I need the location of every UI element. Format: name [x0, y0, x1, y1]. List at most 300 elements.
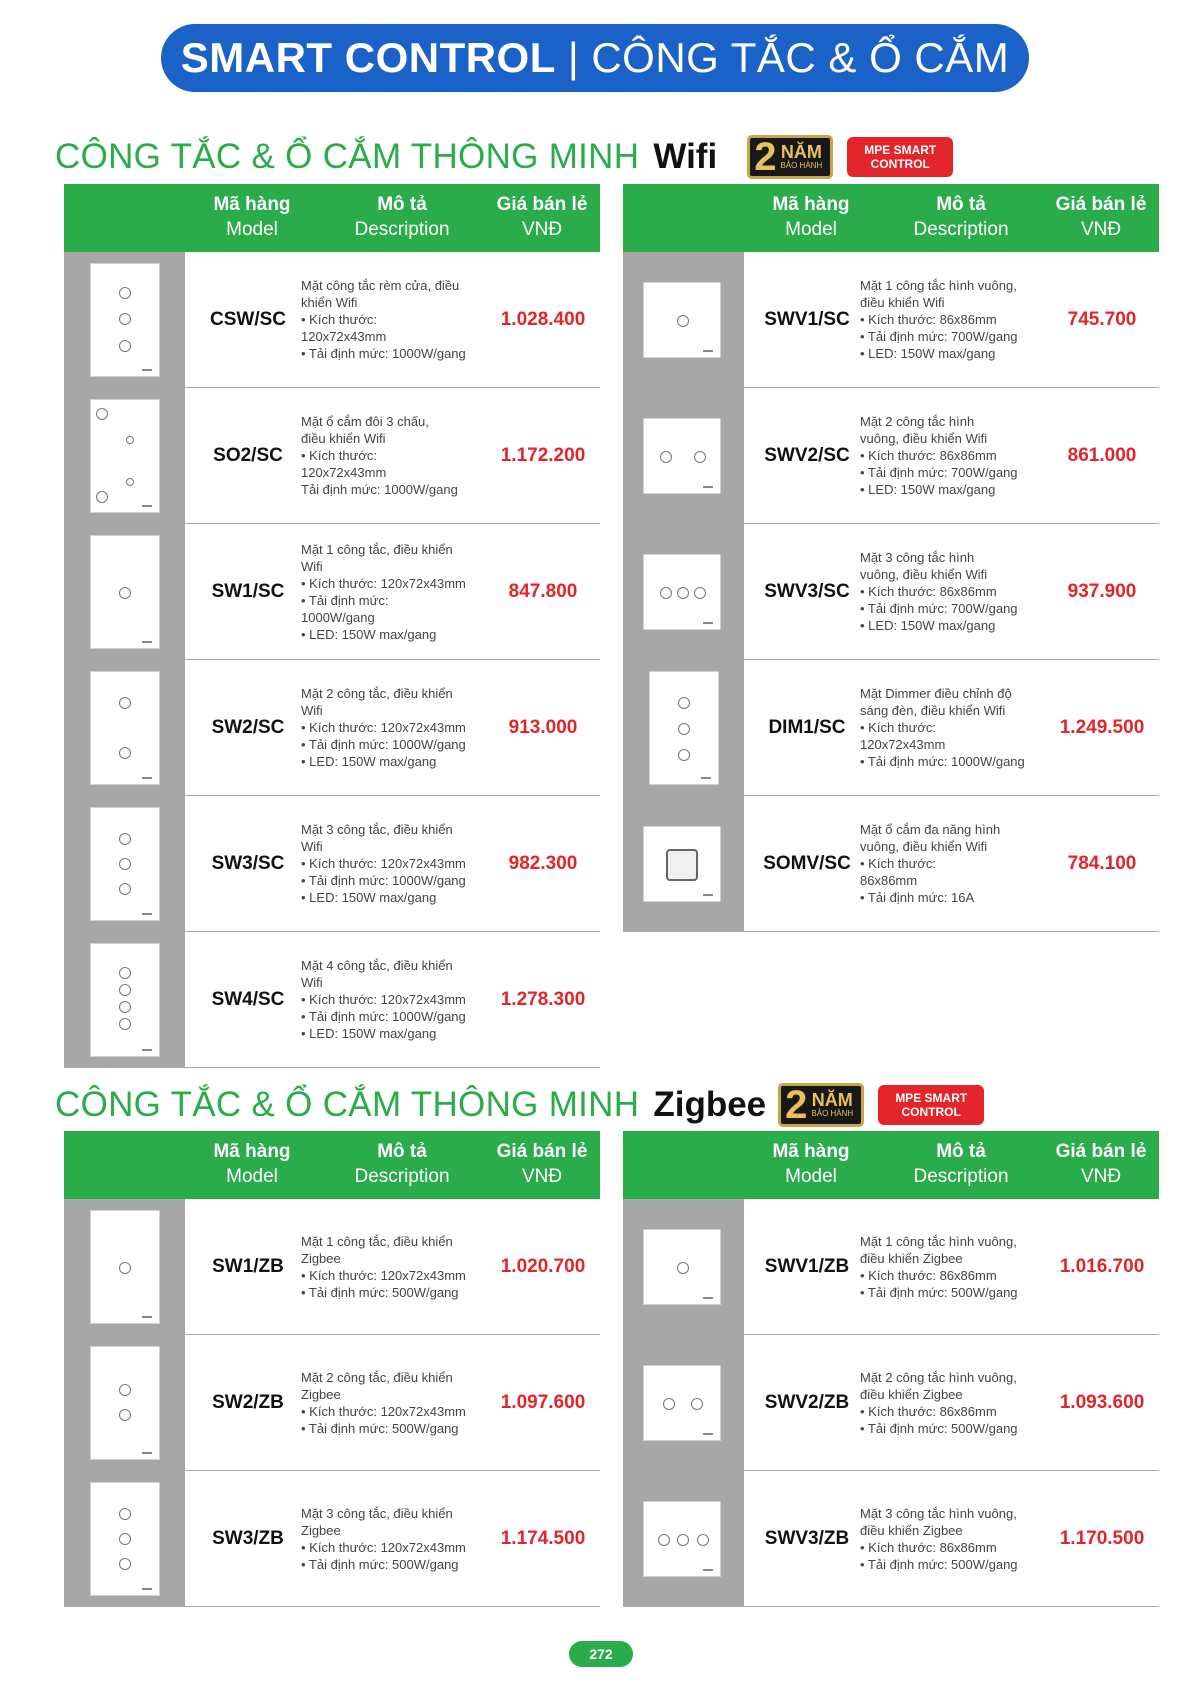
column-model-en: Model: [785, 1166, 837, 1187]
mpe-badge-line2: CONTROL: [901, 1105, 961, 1119]
touch-button-icon: [119, 1409, 131, 1421]
description-line: Mặt 2 công tắc, điều khiển: [301, 686, 453, 701]
description-line: • LED: 150W max/gang: [301, 754, 437, 769]
description-line: Mặt 1 công tắc, điều khiển: [301, 1233, 453, 1249]
product-description: [301, 252, 491, 387]
warranty-badge: [747, 135, 833, 179]
touch-button-icon: [663, 1398, 675, 1410]
product-code: SWV1/SC: [764, 308, 850, 330]
column-price-vi: Giá bán lẻ: [1055, 1141, 1147, 1162]
touch-button-icon: [119, 1508, 131, 1520]
description-line: • Tải định mức: 1000W/gang: [860, 754, 1025, 769]
description-line: • Kích thước: 120x72x43mm: [301, 856, 466, 871]
brand-logo: [142, 1316, 152, 1318]
touch-button-icon: [678, 749, 690, 761]
description-line: điều khiển Zigbee: [860, 1250, 963, 1266]
switch-plate: [643, 1501, 721, 1577]
description-line: Wifi: [301, 839, 323, 854]
product-price: 937.900: [1067, 580, 1137, 602]
touch-button-icon: [119, 1384, 131, 1396]
touch-button-icon: [677, 315, 689, 327]
description-line: Mặt 1 công tắc hình vuông,: [860, 278, 1017, 293]
warranty-years: 2: [754, 135, 777, 179]
switch-plate: [90, 535, 160, 649]
table-row: [623, 660, 1159, 796]
socket-outlet-icon: [126, 436, 134, 444]
description-line: 120x72x43mm: [301, 329, 387, 344]
column-model-vi: Mã hàng: [213, 1141, 291, 1162]
product-description: [301, 1335, 491, 1470]
description-line: Mặt 2 công tắc hình: [860, 414, 975, 429]
description-line: • Kích thước:: [301, 448, 377, 463]
product-code: CSW/SC: [210, 308, 286, 330]
product-price: 1.278.300: [500, 988, 586, 1010]
product-code: SWV3/SC: [764, 580, 850, 602]
brand-logo: [703, 350, 713, 352]
product-code: SO2/SC: [213, 444, 283, 466]
table-row: [623, 1335, 1159, 1471]
table-row: [64, 1199, 600, 1335]
product-description: [860, 524, 1050, 659]
description-line: • Tải định mức: 500W/gang: [860, 1284, 1018, 1300]
product-image: [64, 660, 185, 795]
touch-button-icon: [694, 587, 706, 599]
section-title-wifi: [55, 132, 953, 182]
table-row: [64, 252, 600, 388]
wifi-table-left: [64, 184, 600, 1068]
description-line: Zigbee: [301, 1522, 341, 1538]
description-line: Wifi: [301, 975, 323, 990]
product-description: [860, 796, 1050, 931]
touch-button-icon: [694, 451, 706, 463]
description-line: • Kích thước: 120x72x43mm: [301, 1539, 466, 1555]
description-line: vuông, điều khiển Wifi: [860, 839, 988, 854]
product-code: SWV1/ZB: [764, 1255, 850, 1277]
description-line: Tải định mức: 1000W/gang: [301, 482, 458, 497]
description-line: Mặt 1 công tắc hình vuông,: [860, 1233, 1017, 1249]
touch-button-icon: [119, 984, 131, 996]
description-line: vuông, điều khiển Wifi: [860, 567, 988, 582]
switch-plate: [643, 554, 721, 630]
column-description: [881, 1139, 1041, 1189]
switch-plate: [90, 399, 160, 513]
product-price: 861.000: [1067, 444, 1137, 466]
column-price: [1043, 192, 1159, 242]
zigbee-table-right: [623, 1131, 1159, 1607]
column-model: [751, 192, 871, 242]
product-description: [860, 388, 1050, 523]
product-description: [301, 1471, 491, 1606]
column-price-en: VNĐ: [1080, 219, 1122, 240]
brand-logo: [703, 894, 713, 896]
column-description-vi: Mô tả: [377, 1141, 427, 1162]
table-header: [623, 184, 1159, 252]
page-number: 272: [569, 1641, 633, 1667]
description-line: Wifi: [301, 558, 323, 574]
touch-button-icon: [119, 1001, 131, 1013]
description-line: Zigbee: [301, 1250, 341, 1266]
column-model-vi: Mã hàng: [772, 1141, 850, 1162]
product-image: [623, 252, 744, 387]
description-line: • Tải định mức: 700W/gang: [860, 465, 1018, 480]
section-tech-label: Zigbee: [653, 1085, 767, 1124]
brand-logo: [142, 1452, 152, 1454]
socket-outlet-icon: [666, 849, 698, 881]
description-line: • Kích thước: 86x86mm: [860, 312, 997, 327]
description-line: điều khiển Zigbee: [860, 1386, 963, 1402]
product-price: 1.249.500: [1059, 716, 1145, 738]
warranty-line1: NĂM: [780, 142, 822, 162]
socket-hole-icon: [96, 408, 108, 420]
product-price: 982.300: [508, 852, 578, 874]
column-price-en: VNĐ: [1080, 1166, 1122, 1187]
switch-plate: [90, 943, 160, 1057]
description-line: • Kích thước: 120x72x43mm: [301, 992, 466, 1007]
product-description: [301, 932, 491, 1067]
description-line: Mặt 3 công tắc, điều khiển: [301, 1505, 453, 1521]
description-line: • Tải định mức:: [301, 592, 389, 608]
description-line: Mặt 3 công tắc hình vuông,: [860, 1505, 1017, 1521]
product-price: 1.016.700: [1059, 1255, 1145, 1277]
table-row: [623, 388, 1159, 524]
column-model-vi: Mã hàng: [213, 194, 291, 215]
column-model: [751, 1139, 871, 1189]
mpe-badge-line2: CONTROL: [870, 157, 930, 171]
product-image: [64, 524, 185, 659]
brand-logo: [142, 1049, 152, 1051]
product-image: [623, 1471, 744, 1606]
touch-button-icon: [660, 587, 672, 599]
column-description-vi: Mô tả: [936, 194, 986, 215]
description-line: • Kích thước:: [301, 312, 377, 327]
description-line: điều khiển Wifi: [301, 431, 386, 446]
switch-plate: [90, 671, 160, 785]
description-line: 120x72x43mm: [860, 737, 946, 752]
column-description-vi: Mô tả: [377, 194, 427, 215]
description-line: • Tải định mức: 1000W/gang: [301, 737, 466, 752]
column-price-vi: Giá bán lẻ: [1055, 194, 1147, 215]
column-description: [322, 192, 482, 242]
product-image: [623, 388, 744, 523]
description-line: Mặt 2 công tắc, điều khiển: [301, 1369, 453, 1385]
description-line: • Kích thước: 86x86mm: [860, 1539, 997, 1555]
socket-hole-icon: [96, 491, 108, 503]
column-description: [881, 192, 1041, 242]
description-line: • Tải định mức: 500W/gang: [301, 1420, 459, 1436]
product-image: [623, 1335, 744, 1470]
brand-logo: [142, 1588, 152, 1590]
switch-plate: [90, 1210, 160, 1324]
column-model: [192, 192, 312, 242]
column-model-en: Model: [226, 219, 278, 240]
column-price-en: VNĐ: [521, 219, 563, 240]
column-model: [192, 1139, 312, 1189]
product-description: [301, 796, 491, 931]
product-description: [301, 1199, 491, 1334]
column-price-vi: Giá bán lẻ: [496, 194, 588, 215]
product-price: 1.020.700: [500, 1255, 586, 1277]
description-line: Zigbee: [301, 1386, 341, 1402]
brand-logo: [142, 913, 152, 915]
column-description-vi: Mô tả: [936, 1141, 986, 1162]
touch-button-icon: [697, 1534, 709, 1546]
product-description: [301, 388, 491, 523]
warranty-badge: [778, 1083, 864, 1127]
touch-button-icon: [691, 1398, 703, 1410]
product-code: SW3/ZB: [212, 1527, 284, 1549]
description-line: điều khiển Wifi: [860, 295, 945, 310]
touch-button-icon: [119, 858, 131, 870]
product-description: [301, 660, 491, 795]
product-price: 847.800: [508, 580, 578, 602]
section-title-text: CÔNG TẮC & Ổ CẮM THÔNG MINH: [55, 1085, 640, 1124]
product-price: 1.170.500: [1059, 1527, 1145, 1549]
product-description: [860, 1335, 1050, 1470]
socket-outlet-icon: [126, 478, 134, 486]
brand-logo: [142, 641, 152, 643]
description-line: • Kích thước: 120x72x43mm: [301, 575, 466, 591]
description-line: • Kích thước: 86x86mm: [860, 1403, 997, 1419]
description-line: Mặt 3 công tắc hình: [860, 550, 975, 565]
switch-plate: [90, 1346, 160, 1460]
touch-button-icon: [678, 697, 690, 709]
column-description-en: Description: [354, 219, 450, 240]
table-row: [623, 1471, 1159, 1607]
touch-button-icon: [119, 340, 131, 352]
mpe-smart-control-badge: [847, 137, 953, 177]
switch-plate: [90, 263, 160, 377]
product-code: SW2/SC: [211, 716, 285, 738]
description-line: điều khiển Zigbee: [860, 1522, 963, 1538]
section-tech-label: Wifi: [653, 137, 718, 176]
product-price: 745.700: [1067, 308, 1137, 330]
description-line: Mặt 2 công tắc hình vuông,: [860, 1369, 1017, 1385]
column-description-en: Description: [354, 1166, 450, 1187]
brand-logo: [703, 622, 713, 624]
touch-button-icon: [119, 967, 131, 979]
table-row: [64, 1471, 600, 1607]
table-row: [623, 796, 1159, 932]
brand-logo: [703, 486, 713, 488]
description-line: • Kích thước:: [860, 720, 936, 735]
brand-logo: [142, 777, 152, 779]
description-line: Mặt ổ cắm đôi 3 chấu,: [301, 414, 429, 429]
product-code: SWV3/ZB: [764, 1527, 850, 1549]
product-code: DIM1/SC: [768, 716, 846, 738]
description-line: Wifi: [301, 703, 323, 718]
column-price-en: VNĐ: [521, 1166, 563, 1187]
product-code: SOMV/SC: [763, 852, 851, 874]
touch-button-icon: [119, 587, 131, 599]
column-price: [484, 192, 600, 242]
product-price: 784.100: [1067, 852, 1137, 874]
product-code: SWV2/SC: [764, 444, 850, 466]
product-image: [64, 388, 185, 523]
description-line: • LED: 150W max/gang: [301, 1026, 437, 1041]
description-line: • Tải định mức: 700W/gang: [860, 601, 1018, 616]
table-header: [64, 1131, 600, 1199]
warranty-line1: NĂM: [811, 1090, 853, 1110]
table-row: [623, 1199, 1159, 1335]
touch-button-icon: [660, 451, 672, 463]
switch-plate: [90, 1482, 160, 1596]
description-line: 1000W/gang: [301, 609, 375, 625]
column-description: [322, 1139, 482, 1189]
brand-logo: [703, 1433, 713, 1435]
switch-plate: [90, 807, 160, 921]
touch-button-icon: [119, 1262, 131, 1274]
product-code: SW3/SC: [211, 852, 285, 874]
description-line: Mặt Dimmer điều chỉnh độ: [860, 686, 1012, 701]
table-row: [64, 796, 600, 932]
product-price: 1.093.600: [1059, 1391, 1145, 1413]
table-row: [64, 388, 600, 524]
page-banner: [161, 24, 1029, 92]
description-line: Mặt 1 công tắc, điều khiển: [301, 541, 453, 557]
product-description: [860, 1199, 1050, 1334]
banner-brand: SMART CONTROL: [180, 34, 556, 81]
product-image: [623, 524, 744, 659]
description-line: • Tải định mức: 1000W/gang: [301, 1009, 466, 1024]
description-line: • Kích thước: 120x72x43mm: [301, 720, 466, 735]
product-description: [860, 252, 1050, 387]
description-line: • Tải định mức: 500W/gang: [301, 1556, 459, 1572]
product-price: 1.097.600: [500, 1391, 586, 1413]
column-price: [1043, 1139, 1159, 1189]
product-code: SW1/ZB: [212, 1255, 284, 1277]
table-row: [64, 1335, 600, 1471]
column-model-en: Model: [226, 1166, 278, 1187]
column-model-en: Model: [785, 219, 837, 240]
table-row: [64, 524, 600, 660]
mpe-badge-line1: MPE SMART: [895, 1091, 968, 1105]
description-line: • LED: 150W max/gang: [301, 890, 437, 905]
switch-plate: [643, 1229, 721, 1305]
brand-logo: [703, 1297, 713, 1299]
touch-button-icon: [678, 723, 690, 735]
banner-category: CÔNG TẮC & Ổ CẮM: [591, 34, 1010, 81]
product-image: [64, 796, 185, 931]
description-line: • Tải định mức: 500W/gang: [301, 1284, 459, 1300]
description-line: • Tải định mức: 16A: [860, 890, 975, 905]
table-row: [64, 932, 600, 1068]
description-line: • Tải định mức: 1000W/gang: [301, 873, 466, 888]
description-line: • Kích thước: 120x72x43mm: [301, 1403, 466, 1419]
touch-button-icon: [119, 833, 131, 845]
column-description-en: Description: [913, 1166, 1009, 1187]
product-price: 1.028.400: [500, 308, 586, 330]
description-line: • Kích thước: 86x86mm: [860, 584, 997, 599]
product-image: [623, 796, 744, 931]
touch-button-icon: [119, 697, 131, 709]
touch-button-icon: [119, 747, 131, 759]
description-line: • Tải định mức: 500W/gang: [860, 1420, 1018, 1436]
mpe-smart-control-badge: [878, 1085, 984, 1125]
touch-button-icon: [119, 1018, 131, 1030]
description-line: • LED: 150W max/gang: [860, 482, 996, 497]
description-line: Mặt 3 công tắc, điều khiển: [301, 822, 453, 837]
touch-button-icon: [119, 1558, 131, 1570]
product-price: 913.000: [508, 716, 578, 738]
table-row: [623, 524, 1159, 660]
switch-plate: [643, 1365, 721, 1441]
wifi-table-right: [623, 184, 1159, 932]
column-model-vi: Mã hàng: [772, 194, 850, 215]
warranty-line2: BẢO HÀNH: [811, 1109, 854, 1118]
description-line: sáng đèn, điều khiển Wifi: [860, 703, 1006, 718]
column-price: [484, 1139, 600, 1189]
touch-button-icon: [677, 1534, 689, 1546]
product-image: [64, 1335, 185, 1470]
description-line: Mặt 4 công tắc, điều khiển: [301, 958, 453, 973]
product-code: SW1/SC: [211, 580, 285, 602]
zigbee-table-left: [64, 1131, 600, 1607]
touch-button-icon: [119, 313, 131, 325]
touch-button-icon: [677, 1262, 689, 1274]
description-line: • Tải định mức: 1000W/gang: [301, 346, 466, 361]
description-line: • LED: 150W max/gang: [301, 626, 437, 642]
table-header: [623, 1131, 1159, 1199]
column-price-vi: Giá bán lẻ: [496, 1141, 588, 1162]
touch-button-icon: [119, 1533, 131, 1545]
description-line: • Kích thước: 86x86mm: [860, 448, 997, 463]
table-row: [623, 252, 1159, 388]
table-header: [64, 184, 600, 252]
brand-logo: [142, 505, 152, 507]
brand-logo: [701, 777, 711, 779]
description-line: • Tải định mức: 500W/gang: [860, 1556, 1018, 1572]
touch-button-icon: [119, 883, 131, 895]
description-line: • Kích thước: 86x86mm: [860, 1267, 997, 1283]
product-image: [64, 252, 185, 387]
table-row: [64, 660, 600, 796]
product-description: [860, 660, 1050, 795]
warranty-years: 2: [785, 1083, 808, 1127]
product-image: [623, 1199, 744, 1334]
product-description: [301, 524, 491, 659]
description-line: • Tải định mức: 700W/gang: [860, 329, 1018, 344]
product-image: [64, 932, 185, 1067]
description-line: vuông, điều khiển Wifi: [860, 431, 988, 446]
touch-button-icon: [658, 1534, 670, 1546]
product-description: [860, 1471, 1050, 1606]
switch-plate: [643, 418, 721, 494]
description-line: • Kích thước: 120x72x43mm: [301, 1267, 466, 1283]
description-line: khiển Wifi: [301, 295, 358, 310]
section-title-text: CÔNG TẮC & Ổ CẮM THÔNG MINH: [55, 137, 640, 176]
description-line: Mặt công tắc rèm cửa, điều: [301, 278, 460, 293]
column-description-en: Description: [913, 219, 1009, 240]
product-image: [64, 1471, 185, 1606]
description-line: • LED: 150W max/gang: [860, 346, 996, 361]
touch-button-icon: [677, 587, 689, 599]
mpe-badge-line1: MPE SMART: [864, 143, 937, 157]
description-line: • Kích thước:: [860, 856, 936, 871]
product-code: SWV2/ZB: [764, 1391, 850, 1413]
product-image: [64, 1199, 185, 1334]
description-line: 120x72x43mm: [301, 465, 387, 480]
section-title-zigbee: [55, 1080, 984, 1130]
description-line: Mặt ổ cắm đa năng hình: [860, 822, 1001, 837]
switch-plate: [643, 282, 721, 358]
brand-logo: [142, 369, 152, 371]
brand-logo: [703, 1569, 713, 1571]
product-code: SW4/SC: [211, 988, 285, 1010]
warranty-line2: BẢO HÀNH: [780, 161, 823, 170]
touch-button-icon: [119, 287, 131, 299]
product-code: SW2/ZB: [212, 1391, 284, 1413]
product-price: 1.172.200: [500, 444, 586, 466]
